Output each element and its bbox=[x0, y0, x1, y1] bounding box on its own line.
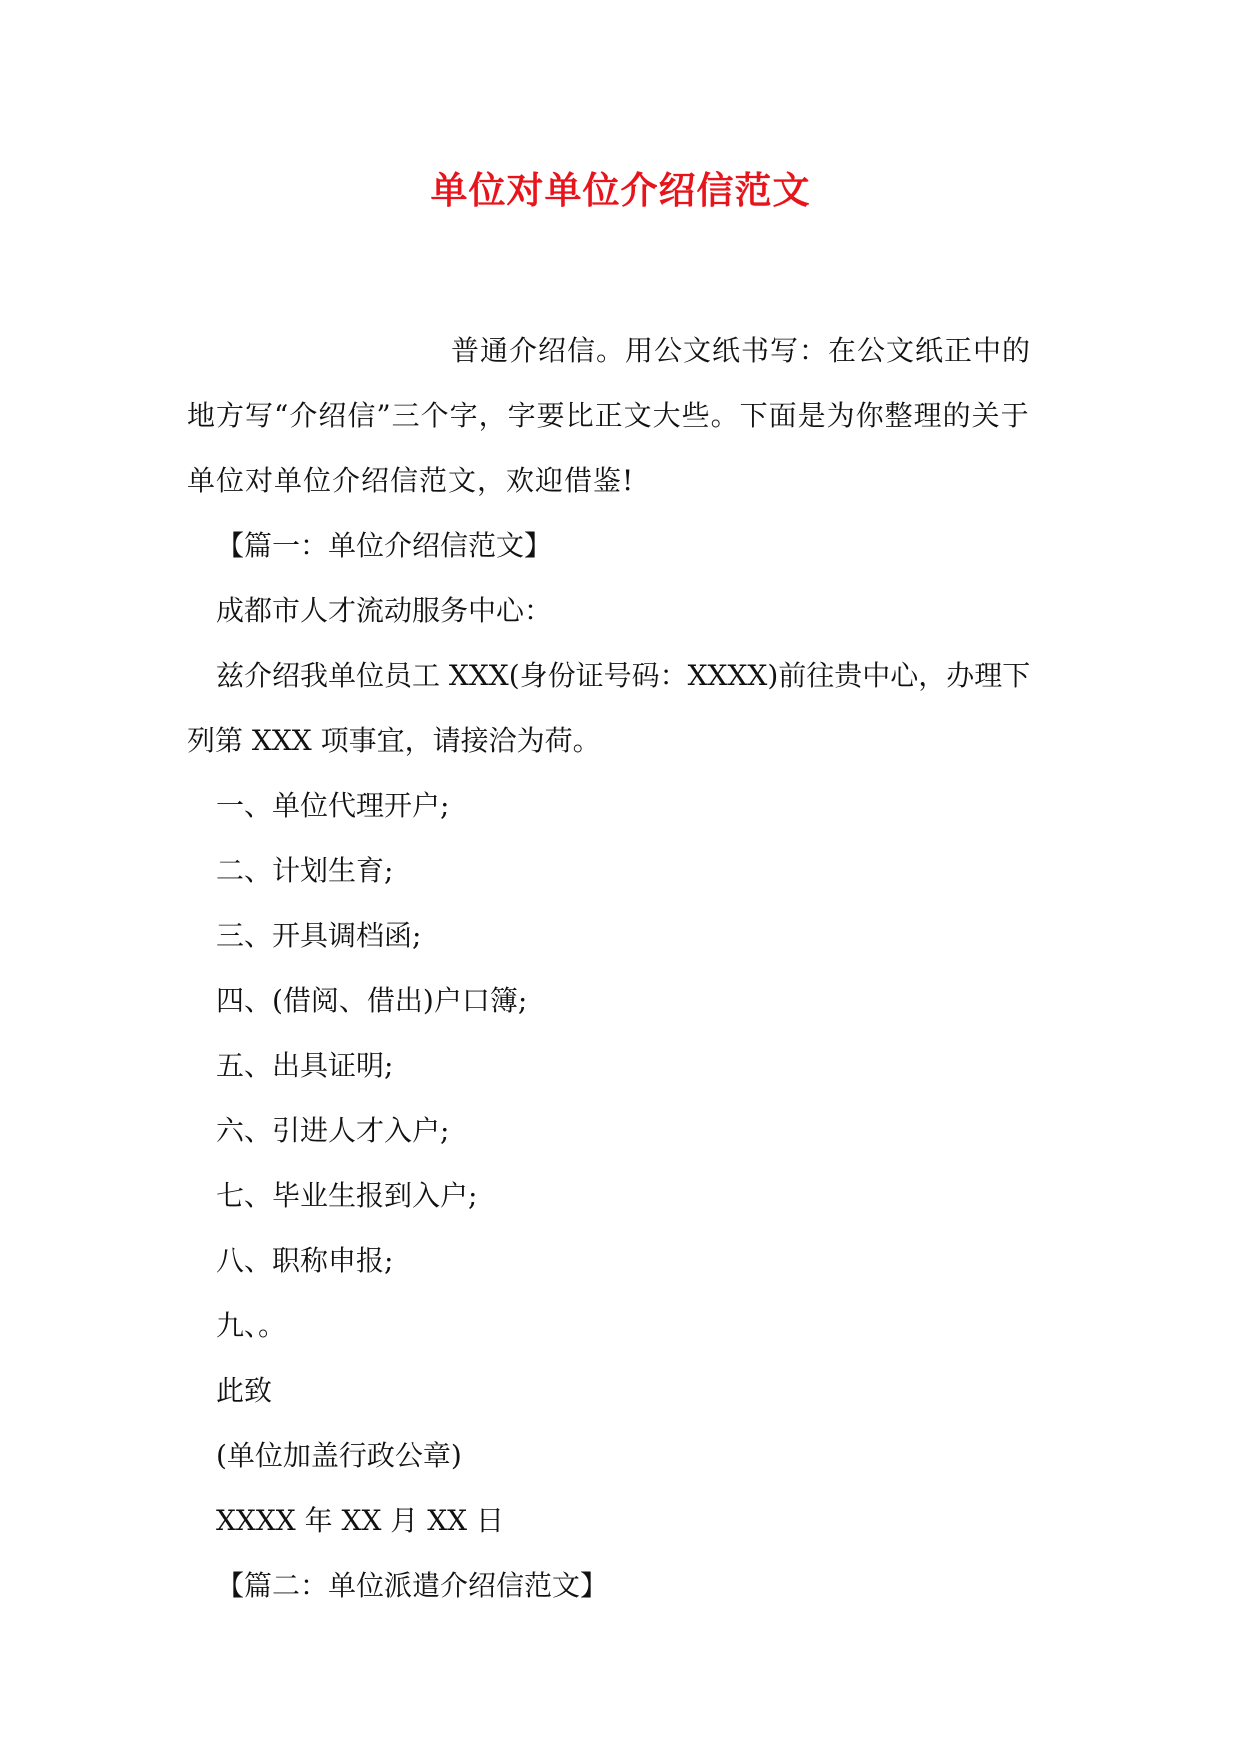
section-heading-1: 【篇一：单位介绍信范文】 bbox=[216, 529, 553, 562]
closing-line: 此致 bbox=[216, 1374, 273, 1407]
recipient-line: 成都市人才流动服务中心： bbox=[216, 594, 553, 627]
body-paragraph: 兹介绍我单位员工 XXX(身份证号码：XXXX)前往贵中心，办理下列第 XXX 项事宜，请接洽为荷。 bbox=[187, 659, 1031, 757]
list-item: 五、出具证明; bbox=[216, 1049, 394, 1082]
list-item: 二、计划生育; bbox=[216, 854, 394, 887]
list-item: 八、职称申报; bbox=[216, 1244, 394, 1277]
list-item: 一、单位代理开户; bbox=[216, 789, 450, 822]
list-item: 四、(借阅、借出)户口簿; bbox=[216, 984, 528, 1017]
list-item: 三、开具调档函; bbox=[216, 919, 422, 952]
document-title: 单位对单位介绍信范文 bbox=[430, 168, 811, 212]
list-item: 九、。 bbox=[216, 1309, 287, 1342]
seal-note: (单位加盖行政公章) bbox=[216, 1439, 462, 1472]
document-body bbox=[187, 318, 1055, 1618]
list-item: 七、毕业生报到入户; bbox=[216, 1179, 478, 1212]
date-line: XXXX 年 XX 月 XX 日 bbox=[216, 1504, 504, 1537]
list-item: 六、引进人才入户; bbox=[216, 1114, 450, 1147]
intro-paragraph: 普通介绍信。用公文纸书写：在公文纸正中的地方写“介绍信”三个字，字要比正文大些。下面是为你整理的关于单位对单位介绍信范文，欢迎借鉴! bbox=[187, 334, 1032, 497]
section-heading-2: 【篇二：单位派遣介绍信范文】 bbox=[216, 1569, 609, 1602]
